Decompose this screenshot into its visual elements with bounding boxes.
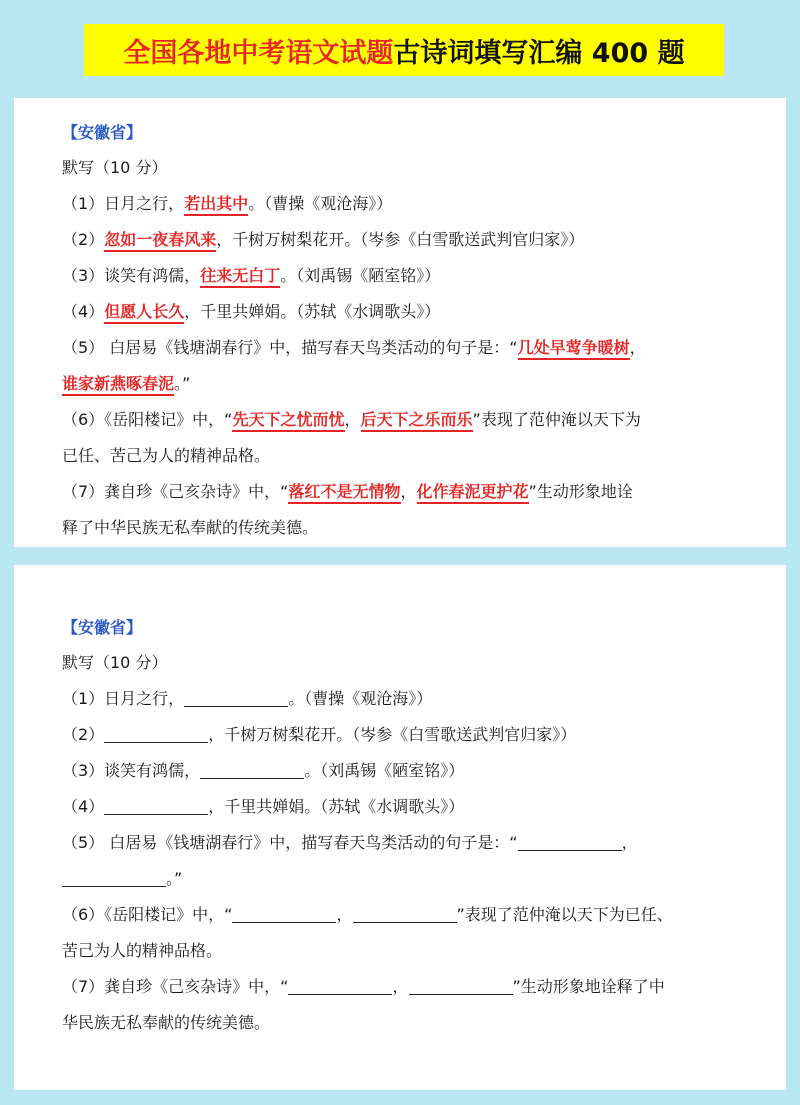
question-text: ， [336,905,353,924]
question-5 [62,330,756,366]
question-text: 。（曹操《观沧海》） [248,194,393,213]
question-2 [62,222,756,258]
answer-text: 后天下之乐而乐 [361,410,473,432]
question-text: （6）《岳阳楼记》中，“ [62,905,233,924]
answer-blank[interactable] [232,904,336,923]
question-text: ，千里共婵娟。（苏轼《水调歌头》） [184,302,441,321]
question-7 [62,474,756,510]
answer-blank[interactable] [409,976,513,995]
question-text: 。” [166,869,183,888]
question-text: （7）龚自珍《己亥杂诗》中，“ [62,482,289,501]
answer-blank[interactable] [62,868,166,887]
answer-text: 忽如一夜春风来 [104,230,216,252]
question-text: （2） [62,725,105,744]
question-1 [62,186,756,222]
title-red-part: 全国各地中考语文试题 [123,37,394,69]
page-title [84,24,724,76]
question-text: （4） [62,797,105,816]
question-6 [62,402,756,438]
question-7 [62,969,756,1005]
blank-card [14,565,786,1090]
question-text: ”表现了范仲淹以天下为已任、 [456,905,673,924]
question-text: （5） 白居易《钱塘湖春行》中，描写春天鸟类活动的句子是：“ [62,338,518,357]
answer-blank[interactable] [353,904,457,923]
question-text: （2） [62,230,105,249]
answer-blank[interactable] [518,832,622,851]
question-6 [62,897,756,933]
question-text: ， [344,410,361,429]
answer-card [14,98,786,547]
question-7-cont: 释了中华民族无私奉献的传统美德。 [62,518,319,537]
question-text: ”表现了范仲淹以天下为 [472,410,641,429]
answer-text: 落红不是无情物 [288,482,400,504]
question-text: ”生动形象地诠 [528,482,633,501]
question-text: ， [392,977,409,996]
question-3 [62,258,756,294]
question-5-cont [62,861,756,897]
question-text: ，千里共婵娟。（苏轼《水调歌头》） [208,797,465,816]
answer-text: 若出其中 [184,194,248,216]
question-7-cont: 华民族无私奉献的传统美德。 [62,1013,271,1032]
answer-blank[interactable] [104,724,208,743]
question-2 [62,717,756,753]
question-6-cont: 苦己为人的精神品格。 [62,941,223,960]
question-text: （5） 白居易《钱塘湖春行》中，描写春天鸟类活动的句子是：“ [62,833,518,852]
question-text: ，千树万树梨花开。（岑参《白雪歌送武判官归家》） [208,725,577,744]
question-text: （1）日月之行， [62,689,185,708]
question-3 [62,753,756,789]
question-5-cont [62,366,756,402]
question-text: ， [621,833,638,852]
question-text: 。（刘禹锡《陋室铭》） [280,266,441,285]
province-heading: 【安徽省】 [62,618,143,637]
question-text: ，千树万树梨花开。（岑参《白雪歌送武判官归家》） [216,230,585,249]
answer-blank[interactable] [184,688,288,707]
question-text: （7）龚自珍《己亥杂诗》中，“ [62,977,289,996]
question-text: （3）谈笑有鸿儒， [62,266,201,285]
question-1 [62,681,756,717]
question-text: （4） [62,302,105,321]
title-black-part: 古诗词填写汇编 400 题 [393,37,685,69]
province-heading: 【安徽省】 [62,123,143,142]
answer-blank[interactable] [104,796,208,815]
question-5 [62,825,756,861]
question-4 [62,294,756,330]
answer-blank[interactable] [288,976,392,995]
section-score: 默写（10 分） [62,158,168,177]
question-text: ”生动形象地诠释了中 [512,977,665,996]
answer-text: 往来无白丁 [200,266,280,288]
question-text: ， [629,338,646,357]
question-6-cont: 已任、苦己为人的精神品格。 [62,446,271,465]
question-text: ， [400,482,417,501]
question-text: 。（曹操《观沧海》） [288,689,433,708]
answer-blank[interactable] [200,760,304,779]
question-text: （6）《岳阳楼记》中，“ [62,410,233,429]
question-text: 。” [174,374,191,393]
answer-text: 几处早莺争暖树 [518,338,630,360]
answer-text: 但愿人长久 [104,302,184,324]
answer-text: 谁家新燕啄春泥 [62,374,174,396]
question-text: 。（刘禹锡《陋室铭》） [304,761,465,780]
question-text: （3）谈笑有鸿儒， [62,761,201,780]
answer-text: 先天下之忧而忧 [232,410,344,432]
answer-text: 化作春泥更护花 [417,482,529,504]
section-score: 默写（10 分） [62,653,168,672]
question-text: （1）日月之行， [62,194,185,213]
question-4 [62,789,756,825]
